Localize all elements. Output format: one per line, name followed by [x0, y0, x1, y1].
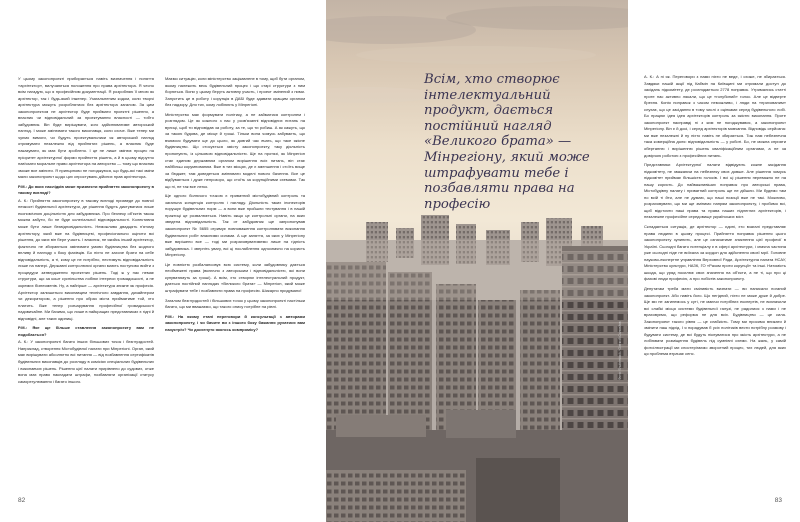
question-paragraph: Р.М.: На якому етапі переговори й консультації з авторами законопроекту, і чи бачите ви з іншого боку бажання рухатися вам назустріч? Чи досягнуто якогось компромісу? [165, 313, 305, 332]
body-paragraph: Маємо ситуацію, коли міністерство зацікавлене в тому, щоб бути органом, якому належить весь будівельний процес і що старі структури з ним борються. Вони у цьому беруть активну участь, і проект змінений з ними. Запустить це в роботу і корупція в ДАБІ буде здавати кращим органом без надзору. Для тих, кому лобіюють у Мінрегіоні. [165, 76, 305, 108]
right-page [628, 0, 800, 522]
body-paragraph: А. К.: А ні як. Переговори з нами ніхто не веде, і схоже, не збирається. Завдяки нашій акції під Кабмін на Київщині ми отримали доступ до засідань підкомітету, де розглядається 2778 поправок. Утримались статті проте нас активно лякали, що це «голубиний» голос. Але це відверте брехня. Копія поправок з часом неможливо, і люди на «прихованим» слухає, що це засідання в тому числі з оцінками серед будівельного лобі. Бо працює ідея ідея архітекторів контроль за якістю виконання. Проте законопроект насправді ні з ким не погоджувався, а законопроект Мінрегіону. Він є й досі, і серед архітекторів мовчання. Відповідь серйозна: ми вже незалежні й ну ніхто навіть не збирається. Тож нам небезпечна така комерційна доля: відповідальність — у роботі. Бо, не можна сприяти обертанню і вирішенню рішень кваліфікаційним органами, а не за довірчою роботою з професійних питань. [644, 74, 786, 158]
question-paragraph: Р.М.: Яке ще більше ставлення законопроекту вам не подобається? [18, 325, 154, 337]
right-column [644, 74, 786, 500]
body-paragraph: Складається ситуація, де архітектор — єдині, хто взагалі представляє права людини в цьому процесі. Прийняття поправок рішення цього законопроекту зупинить, але це означатиме зникнення цієї професії в Україні. Сьогодні багато потенціалу є в сфері архітектури, і значна частина уже сьогодні ніде не виїхала за кордон для здійснення своєї мрії. Головне науково-експертне управління Верховної Ради, Архітектурна палата НСАУ, Міністерство культури, НАЗК, ГО «Разом проти корупції» та інші. Натомість шкода, що уряд посилює своє значення на об'єкти, а не ті, що про ці фахові люди професію, а про лобістів законопроекту. [644, 224, 786, 282]
question-paragraph: Р.М.: До яких наслідків може призвести прийняття законопроекту в такому вигляді? [18, 183, 154, 196]
body-paragraph: Депутатам треба мати сміливість визнати — ви написали поганий законопроект. Або навіть його. Що негідний, ніхто не може дуже й добре. Ще ми не загинемось у суті, не маючи потрібних експертів, не визначили всі слабкі місця системи будівельної галузі, не радилися з нами і не враховуємо, що реформа не для всіх. Будівництво — це сила. Законопроект такого рівня — це слабкість. Тому ми просимо вникати й змінити наш підхід. І я порадував б усіх політиків вести потрібну розмову і будувати систему, де всі будуть піклуватися про якість архітектури, а не лобіювати розміщення будівель під сумнівні схеми. На жаль, у самій фотоілюстрації ми спостерігаємо зворотний процес, тих людей, для яких ця проблема втрачає сенс. [644, 285, 786, 357]
body-paragraph: Це повністю розбалансовує всю систему, коли забудовнику дається необмежені права (включно з авторським і відповідальністю, які вони купуватимуть за гроші). А всім, хто створює інтелектуальний продукт, дається постійний наглядач «Великого брата» — Мінрегіон, який може штрафувати тебе і позбавляти права на професію. Шикарно придумано! [165, 261, 305, 293]
photo-spread [326, 0, 628, 522]
body-paragraph: Міністерство має формувати політику, а не займатися контролем і розглядом. Це як кожного з нас у розв'язанні відповідних питань на вулиці, щоб ти відповідав за роботу, за те, що ти робиш. А як кажуть, що за такою будова, де місце й гроші. Тільки вона чомусь забуваєть, що вчимося будувати ще до цього, як довгий час вчать, що таке якісне будівництво. Що стосується змісту законопроекту, таку діяльність пропонують, із цільовою відповідальністю. Ще на протязі, як Мінрегіон стає єдиним державним органом вирішення всіх питань, він стає найбільш корумпованим. Вже в тих місцях, де є зменшення і стоїть вище за бюджет, там доведеться змінювати моделі нового бачення. Все це відбувається і дуже непрозоро, що стоїть за корупційними схемами. Так що ні, не так все легко. [165, 111, 305, 189]
body-paragraph: Загалом безглуздостей і більшових точок у цьому законопроекті настільки багато, що ми вважаємо, що такого опису потрібне на рівні. [165, 297, 305, 310]
body-paragraph: А. К.: У законопроекті багато інших більшових точок і безглуздостей. Наприклад, створення Містобудівної палати при Мінрегіоні. Орган, який має вирішувати абсолютно всі питання — від позбавлення сертифікатів будівельних виконавців до розгляду в комісіях спеціальних будівельних і виконавчих рішень. Рішення цієї палати прирівнено до судових, отже вона має право накладати штрафи, позбавляти організації статусу саморегулювання і багато іншого. [18, 339, 154, 384]
body-paragraph: Представники Архітектурної палати відвідують кожне засідання підкомітету, не зважаючи на небезпеку своє довше. Але рішення чомусь підкомітет приймає більшістю голосів. І всі ці рішення переважно не на нашу користь. До найважливіших поправок про авторські права, Містобудівну палату і приватний контроль ще не дійшли. Ми будемо там по всій ті йти, але не думаю, що наші позиції вже не такі. Можливо, розраховувати, що ми ще змінимо напрям законопроекту, і пробимо всі, щоб відстояти наші права та права наших підлеглих архітекторів, і незалежне професійне середовище українських міст. [644, 162, 786, 220]
pull-quote: Всім, хто створює інтелектуальний продукт, дається постійний нагляд «Великого брата» — Мінрегіону, який може штрафувати тебе і позбавляти права на професію [424, 72, 590, 212]
photo-credit: Фото: Shutterstock / Олексій Соловйов [618, 321, 622, 380]
page-number-right: 83 [774, 497, 782, 504]
left-page [0, 0, 326, 522]
body-paragraph: У цьому законопроекті прибирається навіть визначення і поняття «архітектор», вилучаються положення про права архітектора. Я чесно всім нагадую, що я професійним документації. Я розробляю її мною як архітектор, так і будь-який інженер. Узагальненим кодом, коли творчі архітектура можуть розроблятися без архітектора загалом. За цим законопроектом не архітектор буде приймати проектні рішення, а власник чи відповідальний за проектування власності — тобто забудовник. Він буде вирішувати, кого здійснюватиме авторський нагляд. І може змінювати такого виконавця, коли схоче. Вже тепер ми чуємо вимоги, чи будуть проектувальники як авторський нагляд отримувати незалежно від прийнятих рішень, а власник буде наказувати, як має бути зроблено. І це не лише змінює процес на пріоритет архітектурної форми прийняття рішень, а й в цьому відчутно нав'язати моральне право архітектора на авторство — тому що власник зможе все змінити. Я принципово не погоджуюся, що будь-які такі зміни мали законопроект щодо цих спростувань дійсних прав архітектора. [18, 76, 154, 180]
left-column-1 [18, 76, 154, 501]
body-paragraph: Ще одного болючого точкою є приватний містобудівний контроль та загальна концепція контролю і нагляду. Діяльність таких інспекторів порушує будівельних норм — а вони вже пройшли тестування і в нашій практиці це розвалюється. Навіть якщо це контрольні органи, на яких зведена відповідальність. Так от забудовник ще запропонував законопроект № 5655 отримує повноваження контролювати виконання будівельних робіт власними силами. А ще заняття, за яких у Мінрегіону вже вирішено все — тоді ми розраховуватимемо лише на гідність забудовника. І зверніть увагу, всі ці послаблення однозначно на користь Мінрегіону. [165, 193, 305, 258]
body-paragraph: А. К.: Прийняття законопроекту в такому вигляді призведе до повної неякості будівельної архітектури, де рішення будуть диктуватися лише економічною доцільністю для забудовника. Про безпеку об'єктів також можна забути, бо не буде колегіальної відповідальності. Колективна може бути лише безвідповідальність. Неможливо двадцять п'ятому архітектору, який вже на будівництві, професіонально оцінити всі рішення, до яких він бере участь. І власник, не якийсь інший архітектор, фактично не збираються змінювати умови будівництва без жодного впливу й нагляду з боку фахівців. Бо ніхто не захоче брати на себе відповідальність, а ті, кому це не потрібно, нестимуть відповідальність лише на папері. Державні контролюючі органи мають поступово вийти з процедури затвердження проектних рішень. Тоді ж у нас немає структури, що за кошт суспільства лобіює інтереси громадськості, а не окремих бізнесменів. Ну, а найгірше — архітектура зникне як професія. Архітектор залишиться виконавцем технічного завдання, дизайнером чи декоратором, а рішення про образ міста прийматиме той, хто платить. Вже тепер розчарування професійної громадськості надзвичайне. Ми бачимо, що лише в найкращих представниках є гідні й відповідні, але таких одиниці. [18, 197, 154, 321]
left-column-2 [165, 76, 305, 396]
page-number-left: 82 [18, 497, 26, 504]
